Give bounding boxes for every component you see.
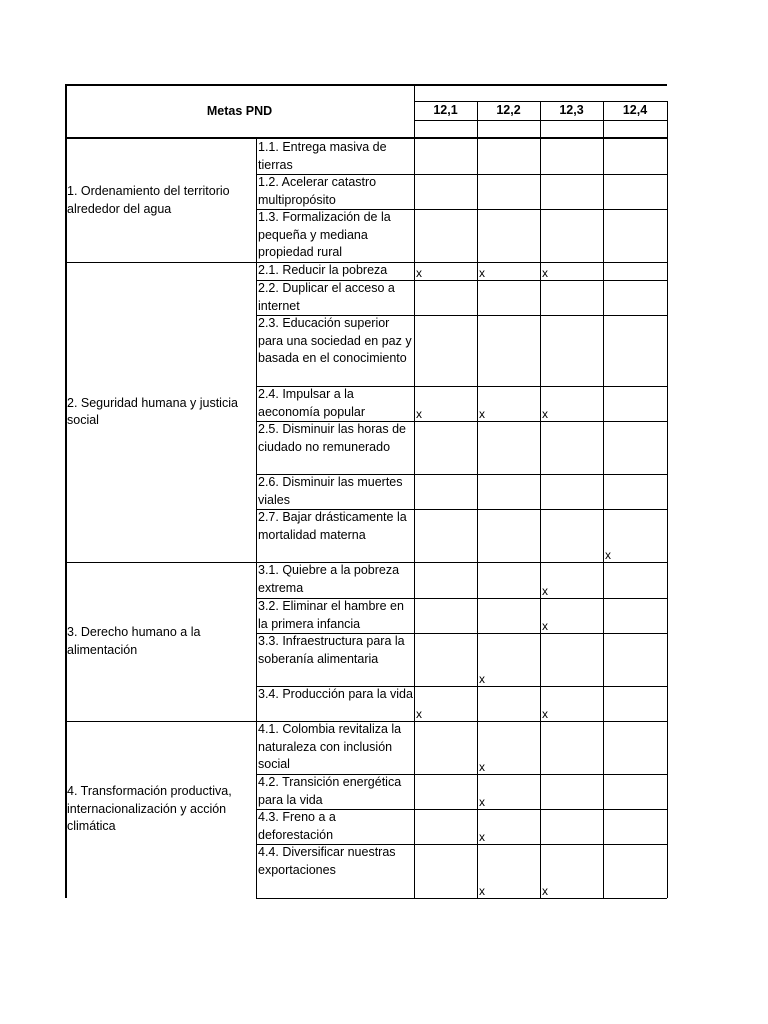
check-mark: x [479,830,485,844]
row-separator [256,386,667,387]
group-separator [65,562,667,563]
check-mark: x [542,407,548,421]
metas-pnd-header: Metas PND [206,103,273,118]
row-separator [256,174,667,175]
subtarget-label: 4.2. Transición energética para la vida [258,775,402,807]
subtarget-label: 2.2. Duplicar el acceso a internet [258,281,395,313]
row-separator [256,474,667,475]
column-header: 12,3 [559,102,584,117]
subtarget-label: 1.2. Acelerar catastro multipropósito [258,175,377,207]
goal-label: 1. Ordenamiento del territorio alrededor del agua [67,184,230,216]
subtarget-label: 2.5. Disminuir las horas de ciudado no remunerado [258,422,406,454]
subtarget-label: 2.1. Reducir la pobreza [258,263,388,277]
metric-column-border [540,101,541,898]
row-separator [256,633,667,634]
header-row-line [414,101,667,102]
subtarget-label: 3.1. Quiebre a la pobreza extrema [258,563,400,595]
metric-column-border [477,101,478,898]
column-header: 12,2 [496,102,521,117]
row-separator [256,598,667,599]
check-mark: x [542,619,548,633]
group-separator [65,262,667,263]
goal-column-border [256,139,257,898]
goal-label: 2. Seguridad humana y justicia social [67,395,238,427]
table-bottom-border [256,898,667,899]
check-mark: x [416,407,422,421]
subtarget-label: 2.6. Disminuir las muertes viales [258,475,403,507]
subtarget-label: 2.3. Educación superior para una sociedad en paz y basada en el conocimiento [258,316,412,365]
goal-label: 4. Transformación productiva, internacionalización y acción climática [67,784,232,834]
header-bottom-border [65,137,667,139]
subtarget-label: 1.3. Formalización de la pequeña y mediana propiedad rural [258,210,391,259]
check-mark: x [416,266,422,280]
check-mark: x [479,266,485,280]
subtarget-column-border [414,84,415,898]
check-mark: x [542,266,548,280]
row-separator [256,844,667,845]
row-separator [256,809,667,810]
goal-label: 3. Derecho humano a la alimentación [67,625,201,657]
table-left-border [65,84,67,898]
subtarget-label: 3.3. Infraestructura para la soberanía alimentaria [258,634,405,666]
check-mark: x [479,884,485,898]
check-mark: x [479,795,485,809]
group-separator [65,721,667,722]
check-mark: x [416,707,422,721]
row-separator [256,509,667,510]
check-mark: x [542,584,548,598]
check-mark: x [479,672,485,686]
column-header: 12,4 [622,102,648,117]
subtarget-label: 4.1. Colombia revitaliza la naturaleza con inclusión social [258,722,402,771]
subtarget-label: 4.4. Diversificar nuestras exportaciones [258,845,396,877]
metric-column-border [667,101,668,898]
subtarget-label: 4.3. Freno a a deforestación [258,810,336,842]
subtarget-label: 3.2. Eliminar el hambre en la primera infancia [258,599,404,631]
subtarget-label: 2.4. Impulsar a la aeconomía popular [258,387,366,419]
check-mark: x [542,707,548,721]
row-separator [256,686,667,687]
check-mark: x [479,407,485,421]
metric-column-border [603,101,604,898]
check-mark: x [479,760,485,774]
table-top-border [65,84,667,86]
row-separator [256,315,667,316]
row-separator [256,421,667,422]
subtarget-label: 1.1. Entrega masiva de tierras [258,140,387,172]
check-mark: x [605,548,611,562]
subtarget-label: 2.7. Bajar drásticamente la mortalidad materna [258,510,407,542]
row-separator [256,280,667,281]
check-mark: x [542,884,548,898]
row-separator [256,774,667,775]
column-header: 12,1 [433,102,458,117]
header-row-line [414,120,667,121]
row-separator [256,209,667,210]
subtarget-label: 3.4. Producción para la vida [258,687,413,701]
